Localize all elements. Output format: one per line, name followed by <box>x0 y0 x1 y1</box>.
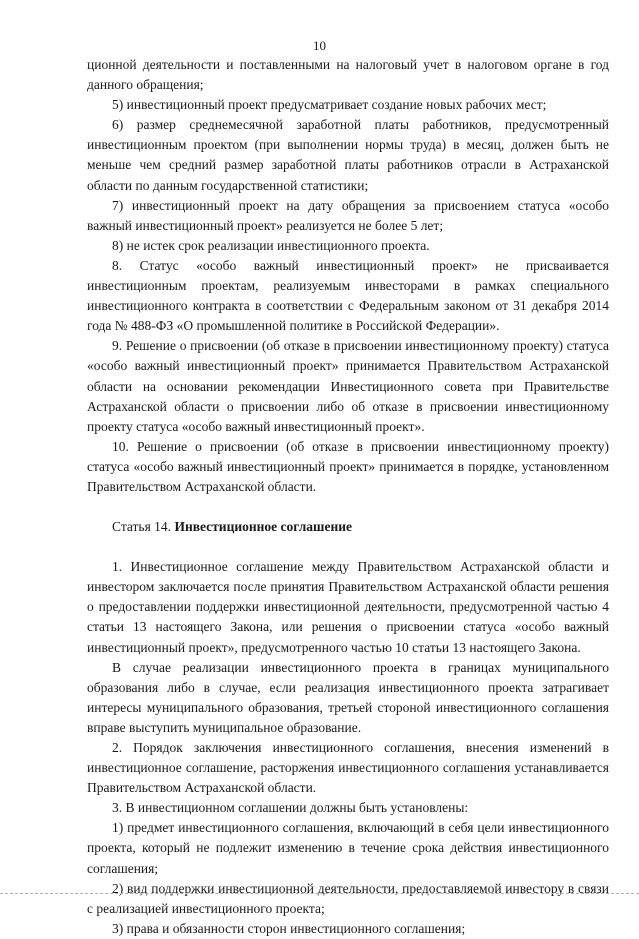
article-clause-3-item-2: 2) вид поддержки инвестиционной деятельности, предоставляемой инвестору в связи с реализацией инвестиционного проекта; <box>87 880 609 916</box>
document-body <box>87 55 609 939</box>
clause-10: 10. Решение о присвоении (об отказе в присвоении инвестиционному проекту) статуса «особо важный инвестиционный проект» принимается в порядке, установленном Правительством Астраханской области. <box>87 438 609 494</box>
page-number: 10 <box>313 38 326 53</box>
article-clause-1: 1. Инвестиционное соглашение между Правительством Астраханской области и инвестором заключается после принятия Правительством Астраханской области решения о предоставлении поддержки инвестиционной деятельности, предусмотренной частью 4 статьи 13 настоящего Закона, или решения о присвоении статуса «особо важный инвестиционный проект», предусмотренного частью 10 статьи 13 настоящего Закона. <box>87 559 609 655</box>
article-clause-2: 2. Порядок заключения инвестиционного соглашения, внесения изменений в инвестиционное соглашение, расторжения инвестиционного соглашения устанавливается Правительством Астраханской области. <box>87 740 609 796</box>
list-item-5: 5) инвестиционный проект предусматривает создание новых рабочих мест; <box>112 97 547 113</box>
clause-8: 8. Статус «особо важный инвестиционный проект» не присваивается инвестиционным проектам, реализуемым инвесторами в рамках специального инвестиционного контракта в соответствии с Федеральным законом от 31 декабря 2014 года № 488-ФЗ «О промышленной политике в Российской Федерации». <box>87 257 609 334</box>
clause-9: 9. Решение о присвоении (об отказе в присвоении инвестиционному проекту) статуса «особо важный инвестиционный проект» принимается Правительством Астраханской области на основании рекомендации Инвестиционного совета при Правительстве Астраханской области о присвоении либо об отказе в присвоении инвестиционному проекту статуса «особо важный инвестиционный проект». <box>87 338 609 434</box>
article-heading <box>87 517 609 537</box>
article-clause-3-item-3: 3) права и обязанности сторон инвестиционного соглашения; <box>112 920 466 936</box>
paragraph-continuation: ционной деятельности и поставленными на налоговый учет в налоговом органе в год данного обращения; <box>87 57 609 93</box>
article-title: Инвестиционное соглашение <box>174 519 352 535</box>
article-clause-1-municipal: В случае реализации инвестиционного проекта в границах муниципального образования либо в случае, если реализация инвестиционного проекта затрагивает интересы муниципального образования, третьей стороной инвестиционного соглашения вправе выступить муниципальное образование. <box>87 659 609 735</box>
footer-dashed-rule <box>0 893 639 894</box>
list-item-7: 7) инвестиционный проект на дату обращения за присвоением статуса «особо важный инвестиционный проект» реализуется не более 5 лет; <box>87 197 609 233</box>
article-clause-3-item-1: 1) предмет инвестиционного соглашения, включающий в себя цели инвестиционного проекта, который не подлежит изменению в течение срока действия инвестиционного соглашения; <box>87 820 609 876</box>
list-item-6: 6) размер среднемесячной заработной платы работников, предусмотренный инвестиционным проектом (при выполнении нормы труда) в месяц, должен быть не меньше чем средний размер заработной платы работников отрасли в Астраханской области по данным государственной статистики; <box>87 117 609 193</box>
article-prefix: Статья 14. <box>112 519 172 535</box>
list-item-8: 8) не истек срок реализации инвестиционного проекта. <box>112 237 430 253</box>
article-clause-3: 3. В инвестиционном соглашении должны быть установлены: <box>112 800 469 816</box>
